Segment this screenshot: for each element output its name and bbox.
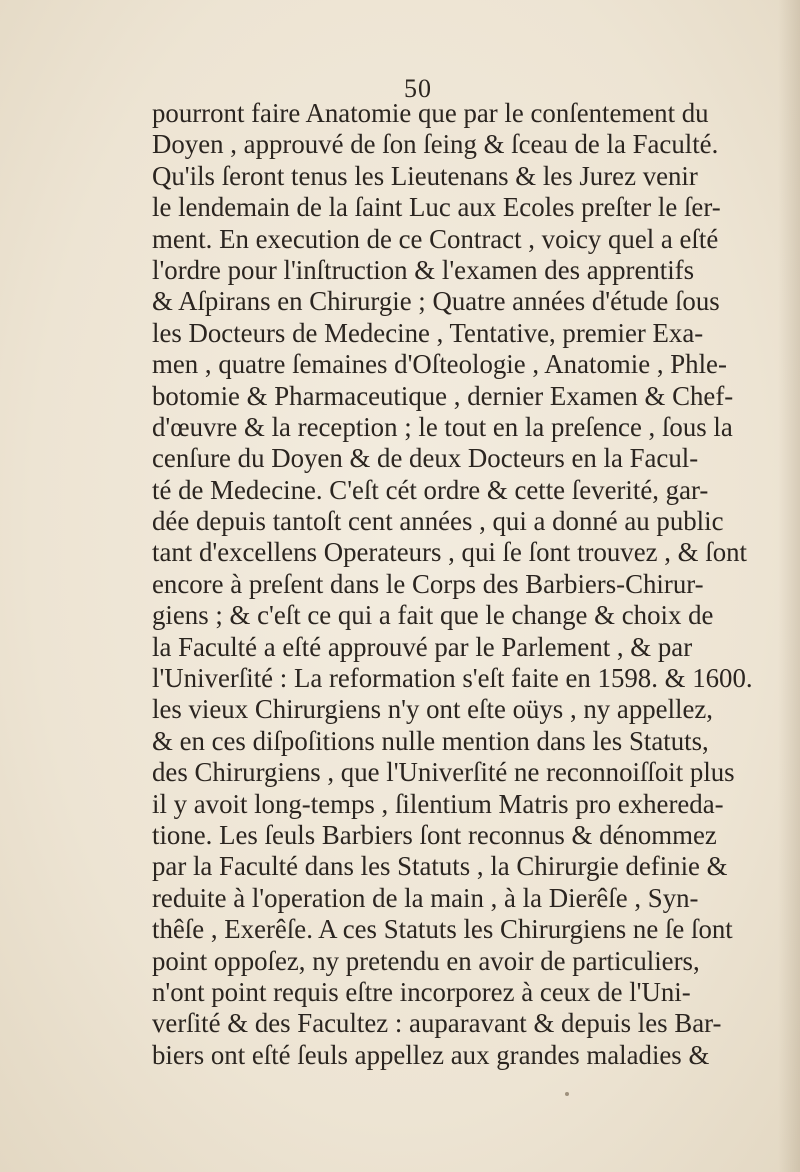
text-line: tione. Les ſeuls Barbiers ſont reconnus & dénommez [152, 819, 717, 850]
text-line: point oppoſez, ny pretendu en avoir de particuliers, [152, 945, 700, 976]
text-line: la Faculté a eſté approuvé par le Parlement , & par [152, 631, 693, 662]
text-line: les vieux Chirurgiens n'y ont eſte oüys , ny appellez, [152, 694, 714, 725]
text-line: botomie & Pharmaceutique , dernier Examen & Chef- [152, 380, 734, 411]
text-line: par la Faculté dans les Statuts , la Chirurgie definie & [152, 851, 728, 882]
text-line: Doyen , approuvé de ſon ſeing & ſceau de la Faculté. [152, 129, 719, 160]
text-line: verſité & des Facultez : auparavant & depuis les Bar- [152, 1008, 722, 1039]
text-line: le lendemain de la ſaint Luc aux Ecoles preſter le ſer- [152, 192, 721, 223]
text-line: & en ces diſpoſitions nulle mention dans les Statuts, [152, 725, 709, 756]
text-line: dée depuis tantoſt cent années , qui a donné au public [152, 506, 724, 537]
text-line: d'œuvre & la reception ; le tout en la preſence , ſous la [152, 411, 733, 442]
text-line: tant d'excellens Operateurs , qui ſe ſont trouvez , & ſont [152, 537, 747, 568]
text-line: cenſure du Doyen & de deux Docteurs en la Facul- [152, 443, 699, 474]
text-line: & Aſpirans en Chirurgie ; Quatre années d'étude ſous [152, 286, 720, 317]
page-number: 50 [404, 74, 432, 103]
text-line: Qu'ils ſeront tenus les Lieutenans & les Jurez venir [152, 160, 698, 191]
text-line: giens ; & c'eſt ce qui a fait que le change & choix de [152, 600, 714, 631]
text-line: biers ont eſté ſeuls appellez aux grandes maladies & [152, 1039, 710, 1070]
text-line: reduite à l'operation de la main , à la Dierêſe , Syn- [152, 882, 699, 913]
text-line: thêſe , Exerêſe. A ces Statuts les Chirurgiens ne ſe ſont [152, 914, 733, 945]
body-text [152, 98, 792, 1071]
text-line: n'ont point requis eſtre incorporez à ceux de l'Uni- [152, 976, 691, 1007]
text-line: encore à preſent dans le Corps des Barbiers-Chirur- [152, 568, 704, 599]
text-line: il y avoit long-temps , ſilentium Matris pro exhereda- [152, 788, 724, 819]
text-line: pourront faire Anatomie que par le conſentement du [152, 98, 709, 128]
text-line: les Docteurs de Medecine , Tentative, premier Exa- [152, 317, 704, 348]
text-line: l'ordre pour l'inſtruction & l'examen des apprentifs [152, 254, 695, 285]
text-line: l'Univerſité : La reformation s'eſt faite en 1598. & 1600. [152, 663, 753, 694]
text-line: des Chirurgiens , que l'Univerſité ne reconnoiſſoit plus [152, 757, 735, 788]
ink-speck [565, 1092, 569, 1096]
text-line: ment. En execution de ce Contract , voicy quel a eſté [152, 223, 719, 254]
text-line: té de Medecine. C'eſt cét ordre & cette ſeverité, gar- [152, 474, 709, 505]
text-line: men , quatre ſemaines d'Oſteologie , Anatomie , Phle- [152, 349, 727, 380]
